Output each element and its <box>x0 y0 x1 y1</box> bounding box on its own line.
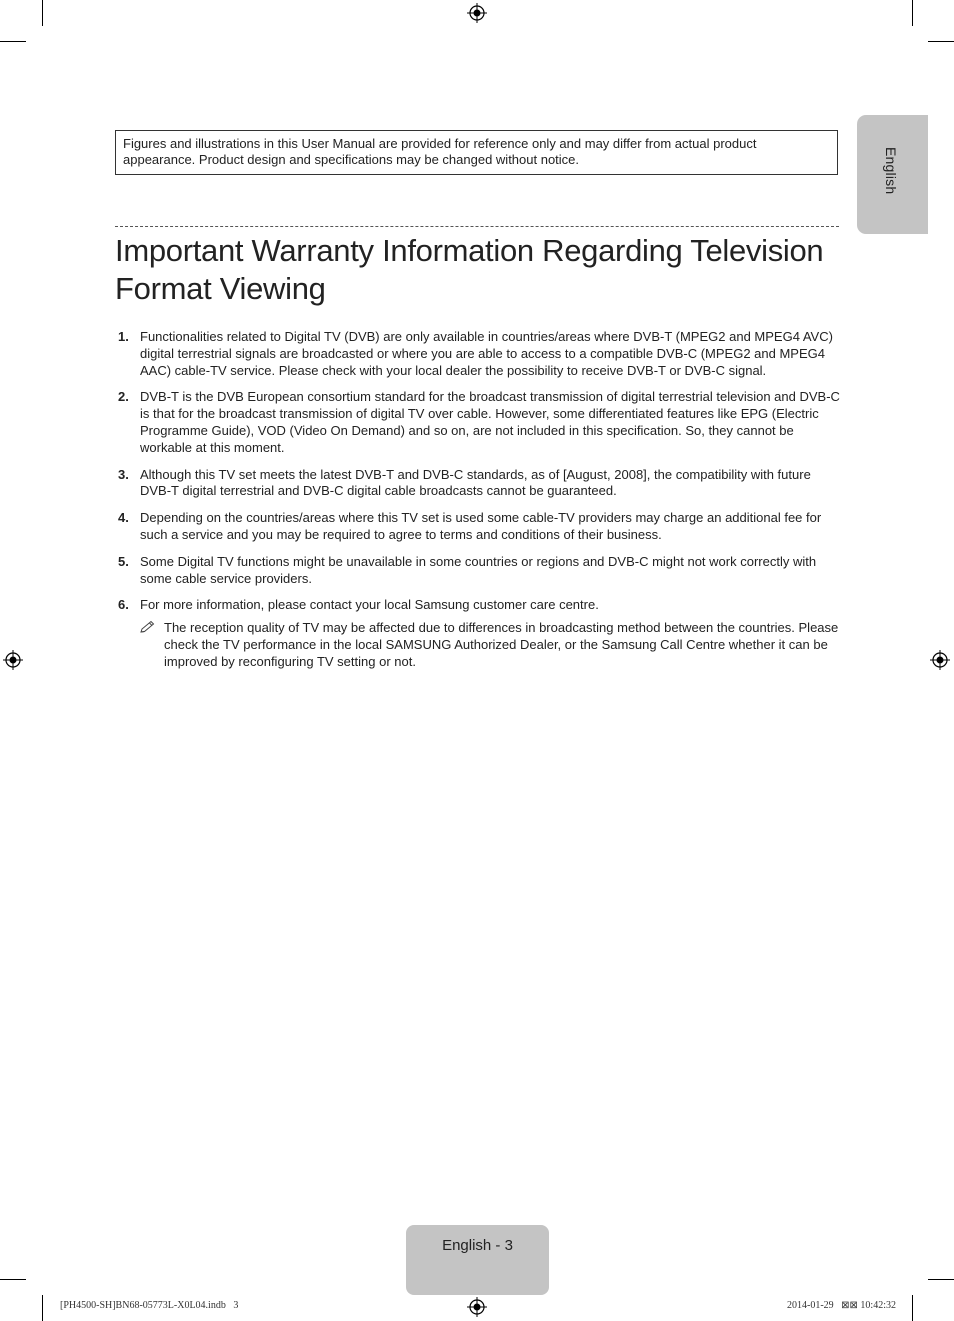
print-slug-date: 2014-01-29 ⊠⊠ 10:42:32 <box>787 1300 896 1311</box>
crop-mark <box>928 41 954 42</box>
list-item-text: Although this TV set meets the latest DVB-T and DVB-C standards, as of [August, 2008], the compatibility with future DVB-T digital terrestrial and DVB-C digital cable broadcasts cannot be guaranteed. <box>140 466 811 499</box>
note <box>115 620 841 670</box>
crop-mark <box>928 1279 954 1280</box>
crop-mark <box>912 0 913 26</box>
list-item-number: 3. <box>118 466 129 482</box>
disclaimer-box: Figures and illustrations in this User Manual are provided for reference only and may differ from actual product appearance. Product design and specifications may be changed without notice. <box>115 130 838 175</box>
registration-mark-icon <box>467 3 487 23</box>
list-item-text: DVB-T is the DVB European consortium standard for the broadcast transmission of digital terrestrial television and DVB-C is that for the broadcast transmission of digital TV over cable. However, some differentiated features like EPG (Electric Programme Guide), VOD (Video On Demand) and so on, are not included in this specification. So, they cannot be workable at this moment. <box>140 389 840 455</box>
list-item <box>115 510 841 544</box>
list-item-number: 1. <box>118 329 129 344</box>
crop-mark <box>42 1295 43 1321</box>
list-item-text: For more information, please contact your local Samsung customer care centre. <box>140 597 599 613</box>
list-item-number: 5. <box>118 553 129 569</box>
page-title: Important Warranty Information Regarding Television Format Viewing <box>115 233 824 306</box>
list-item <box>115 597 841 614</box>
list-item-text: Functionalities related to Digital TV (DVB) are only available in countries/areas where DVB-T (MPEG2 and MPEG4 AVC) digital terrestrial signals are broadcasted or where you are able to access to a compatible DVB-C (MPEG2 and MPEG4 AAC) cable-TV service. Please check with your local dealer the possibility to receive DVB-T or DVB-C signal. <box>140 329 833 378</box>
warranty-list <box>115 329 841 671</box>
list-item-text: Some Digital TV functions might be unavailable in some countries or regions and DVB-C might not work correctly with some cable service providers. <box>140 553 817 586</box>
language-tab <box>857 115 928 234</box>
list-item-text: Depending on the countries/areas where this TV set is used some cable-TV providers may charge an additional fee for such a service and you may be required to agree to terms and conditions of their business. <box>140 510 822 542</box>
crop-mark <box>42 0 43 26</box>
list-item-number: 4. <box>118 510 129 526</box>
page-number-label: English - 3 <box>442 1237 513 1254</box>
registration-mark-icon <box>3 650 23 670</box>
list-item-number: 6. <box>118 597 129 613</box>
language-tab-label: English <box>883 147 899 195</box>
registration-mark-icon <box>930 650 950 670</box>
pencil-icon <box>139 620 157 634</box>
crop-mark <box>912 1295 913 1321</box>
list-item <box>115 329 841 379</box>
note-text: The reception quality of TV may be affected due to differences in broadcasting method between the countries. Please check the TV performance in the local SAMSUNG Authorized Dealer, or the Samsung Call Centre whether it can be improved by reconfiguring TV setting or not. <box>164 620 839 669</box>
dashed-divider <box>115 226 839 227</box>
list-item <box>115 389 841 456</box>
list-item <box>115 467 841 501</box>
list-item-number: 2. <box>118 389 129 405</box>
crop-mark <box>0 1279 26 1280</box>
list-item <box>115 554 841 588</box>
print-slug-file: [PH4500-SH]BN68-05773L-X0L04.indb 3 <box>60 1300 239 1311</box>
page-number-tab <box>406 1225 549 1295</box>
registration-mark-icon <box>467 1297 487 1317</box>
crop-mark <box>0 41 26 42</box>
